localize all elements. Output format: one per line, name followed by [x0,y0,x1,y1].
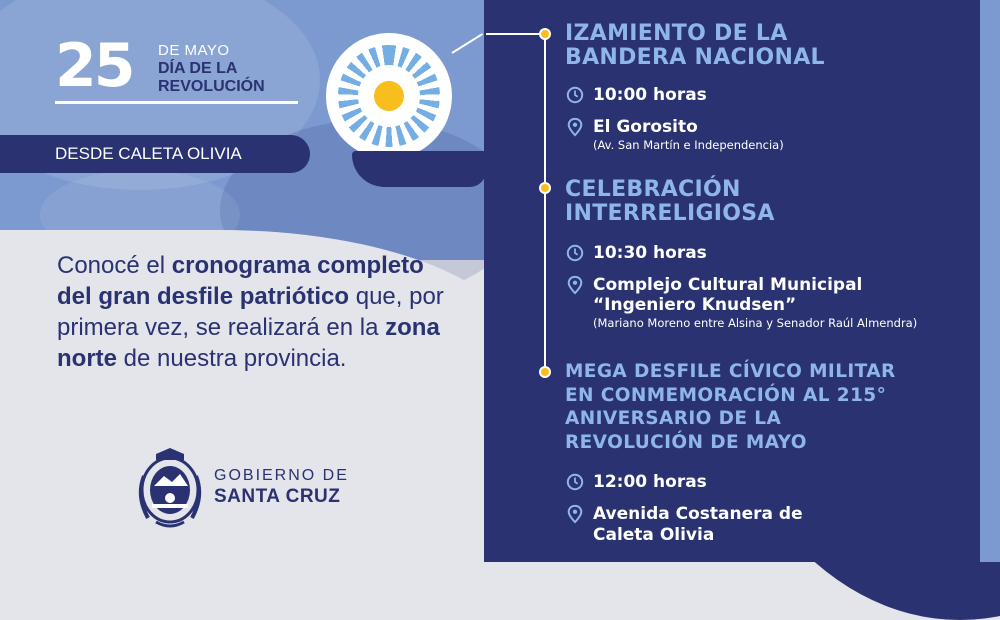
coat-of-arms-icon [132,446,208,530]
date-day-number: 25 [55,31,133,101]
clock-icon [566,85,584,105]
government-label: GOBIERNO DE [214,467,349,484]
clock-icon [566,243,584,263]
event-title-line: CELEBRACIÓN [565,177,741,202]
government-name: SANTA CRUZ [214,486,341,507]
intro-text: Conocé el [57,252,172,279]
time-text: 12:00 horas [593,472,707,492]
intro-bold-text: zona norte [57,314,440,372]
intro-paragraph [57,250,457,374]
intro-text: de nuestra provincia. [117,345,347,372]
event-title-line: REVOLUCIÓN DE MAYO [565,431,807,453]
place-text: Complejo Cultural Municipal [593,275,863,295]
date-month: DE MAYO [158,42,230,59]
place-text: Avenida Costanera de [593,504,803,524]
timeline-line [544,33,546,373]
timeline-connector [486,33,546,35]
timeline-dot [539,28,551,40]
time-text: 10:30 horas [593,243,707,263]
address-text: (Av. San Martín e Independencia) [593,138,784,152]
intro-text: que, por primera vez, se realizará en la [57,283,444,341]
time-text: 10:00 horas [593,85,707,105]
event-title-line: ANIVERSARIO DE LA [565,408,782,429]
location-pin-icon [566,275,584,295]
clock-icon [566,472,584,492]
right-edge-background [980,0,1000,562]
sun-icon [374,81,404,111]
date-underline [55,101,298,104]
timeline-dot [539,366,551,378]
event-3-title [565,360,896,454]
address-text: (Mariano Moreno entre Alsina y Senador Raúl Almendra) [593,316,918,330]
event-title-line: IZAMIENTO DE LA [565,21,788,46]
location-pin-icon [566,504,584,524]
event-1-title [565,22,825,70]
place-text: Caleta Olivia [593,525,715,545]
date-title-line2: REVOLUCIÓN [158,78,265,95]
place-text: “Ingeniero Knudsen” [593,295,797,315]
location-pill: DESDE CALETA OLIVIA [0,135,310,173]
intro-bold-text: cronograma completo del gran desfile patriótico [57,252,424,310]
event-title-line: MEGA DESFILE CÍVICO MILITAR [565,361,896,382]
event-title-line: EN CONMEMORACIÓN AL 215° [565,384,887,406]
event-title-line: BANDERA NACIONAL [565,45,825,70]
location-pin-icon [566,117,584,137]
event-2-title [565,178,775,226]
timeline-dot [539,182,551,194]
date-title-line1: DÍA DE LA [158,60,238,77]
event-title-line: INTERRELIGIOSA [565,201,775,226]
place-text: El Gorosito [593,117,698,137]
hand-icon [352,151,486,187]
